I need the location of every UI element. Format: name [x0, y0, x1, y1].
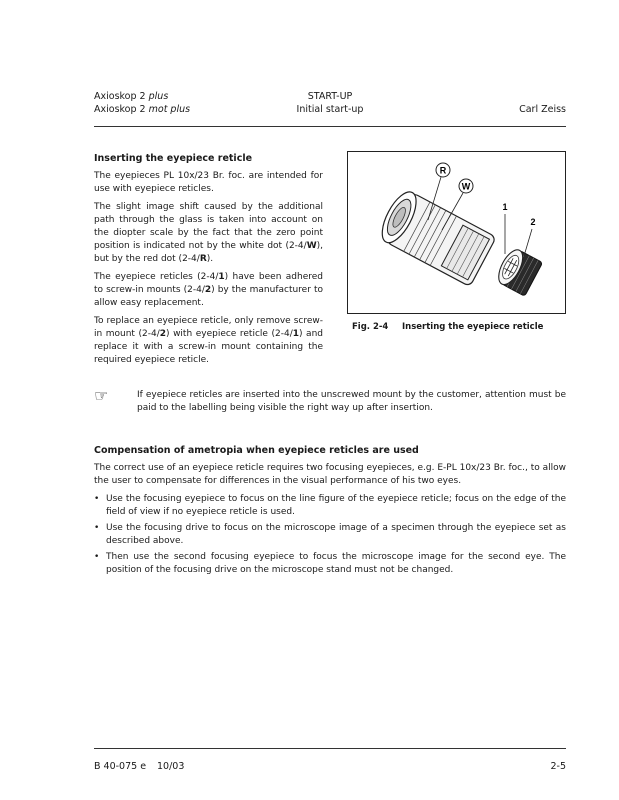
header-section: Initial start-up — [296, 104, 364, 115]
footer-date: 10/03 — [157, 761, 185, 772]
list-item — [94, 522, 566, 548]
bold-ref: 2 — [159, 329, 167, 339]
eyepiece-drawing — [348, 152, 565, 313]
callout-2-leader — [524, 229, 532, 256]
footer-doc-number: B 40-075 e — [94, 761, 147, 772]
bold-ref: 1 — [218, 272, 225, 282]
text-run: ), but by the red dot (2-4/ — [94, 241, 323, 264]
section-2-intro: The correct use of an eyepiece reticle requires two focusing eyepieces, e.g. E-PL 10x/23 Br. foc., to allow the user to compensate for differences in the visual performance of his two eyes. — [94, 463, 566, 486]
header-chapter: START-UP — [307, 91, 353, 102]
paragraph-1: The eyepieces PL 10x/23 Br. foc. are intended for use with eyepiece reticles. — [94, 171, 323, 194]
callout-2-label: 2 — [530, 217, 536, 227]
figure-eyepiece-illustration — [347, 151, 566, 314]
text-run: To replace an eyepiece reticle, only remove screw-in mount (2-4/ — [94, 316, 323, 339]
footer-rule — [94, 748, 566, 749]
text-run: The slight image shift caused by the additional path through the glass is taken into account on the diopter scale by the fact that the zero point position is indicated not by the white dot (2-4/ — [94, 202, 323, 251]
callout-1-label: 1 — [502, 202, 508, 212]
header-product-line-2 — [94, 103, 190, 116]
figure-number: Fig. 2-4 — [352, 322, 389, 332]
text-run: ) and replace it with a screw-in mount containing the required eyepiece reticle. — [94, 329, 323, 365]
paragraph-2 — [94, 201, 323, 266]
header-product-variant-2: mot plus — [148, 104, 191, 115]
bold-ref: R — [199, 254, 207, 264]
text-run: ) by the manufacturer to allow easy replacement. — [94, 285, 324, 308]
bullet-list — [94, 493, 566, 577]
text-run: ). — [206, 254, 214, 264]
bullet-text: Then use the second focusing eyepiece to focus the microscope image for the second eye. The position of the focusing drive on the microscope stand must not be changed. — [106, 552, 566, 575]
bullet-text: Use the focusing drive to focus on the microscope image of a specimen through the eyepiece set as described above. — [106, 523, 566, 546]
reticle-mount — [494, 246, 543, 296]
bullet-dot: • — [94, 552, 100, 562]
header-product-variant: plus — [148, 91, 169, 102]
bold-ref: 1 — [292, 329, 299, 339]
footer-page-number: 2-5 — [550, 761, 566, 772]
eyepiece-body — [375, 187, 496, 287]
header-rule — [94, 126, 566, 127]
header-product-name-2: Axioskop 2 — [94, 104, 149, 115]
bold-ref: W — [306, 241, 317, 251]
section-ametropia — [94, 444, 566, 580]
section-2-title: Compensation of ametropia when eyepiece reticles are used — [94, 445, 419, 456]
note-text: If eyepiece reticles are inserted into the unscrewed mount by the customer, attention must be paid to the labelling being visible the right way up after insertion. — [137, 390, 566, 413]
callout-r-label: R — [439, 165, 447, 176]
figure-caption: Inserting the eyepiece reticle — [402, 322, 544, 332]
text-run: ) have been adhered to screw-in mounts (2-4/ — [94, 272, 323, 295]
text-run: The eyepiece reticles (2-4/ — [94, 272, 219, 282]
text-run: ) with eyepiece reticle (2-4/ — [166, 329, 293, 339]
callout-w-label: W — [461, 181, 471, 192]
bullet-dot: • — [94, 523, 100, 533]
list-item — [94, 493, 566, 519]
header-product-name: Axioskop 2 — [94, 91, 149, 102]
paragraph-3 — [94, 271, 323, 310]
bold-ref: 2 — [204, 285, 212, 295]
bullet-text: Use the focusing eyepiece to focus on the line figure of the eyepiece reticle; focus on the edge of the field of view if no eyepiece reticle is used. — [106, 494, 566, 517]
list-item — [94, 551, 566, 577]
section-title: Inserting the eyepiece reticle — [94, 153, 253, 164]
header-company: Carl Zeiss — [519, 104, 566, 115]
header-product-line-1 — [94, 90, 168, 103]
bullet-dot: • — [94, 494, 100, 504]
pointing-hand-icon: ☞ — [94, 386, 109, 405]
paragraph-4 — [94, 315, 323, 367]
section-inserting-reticle — [94, 152, 323, 367]
